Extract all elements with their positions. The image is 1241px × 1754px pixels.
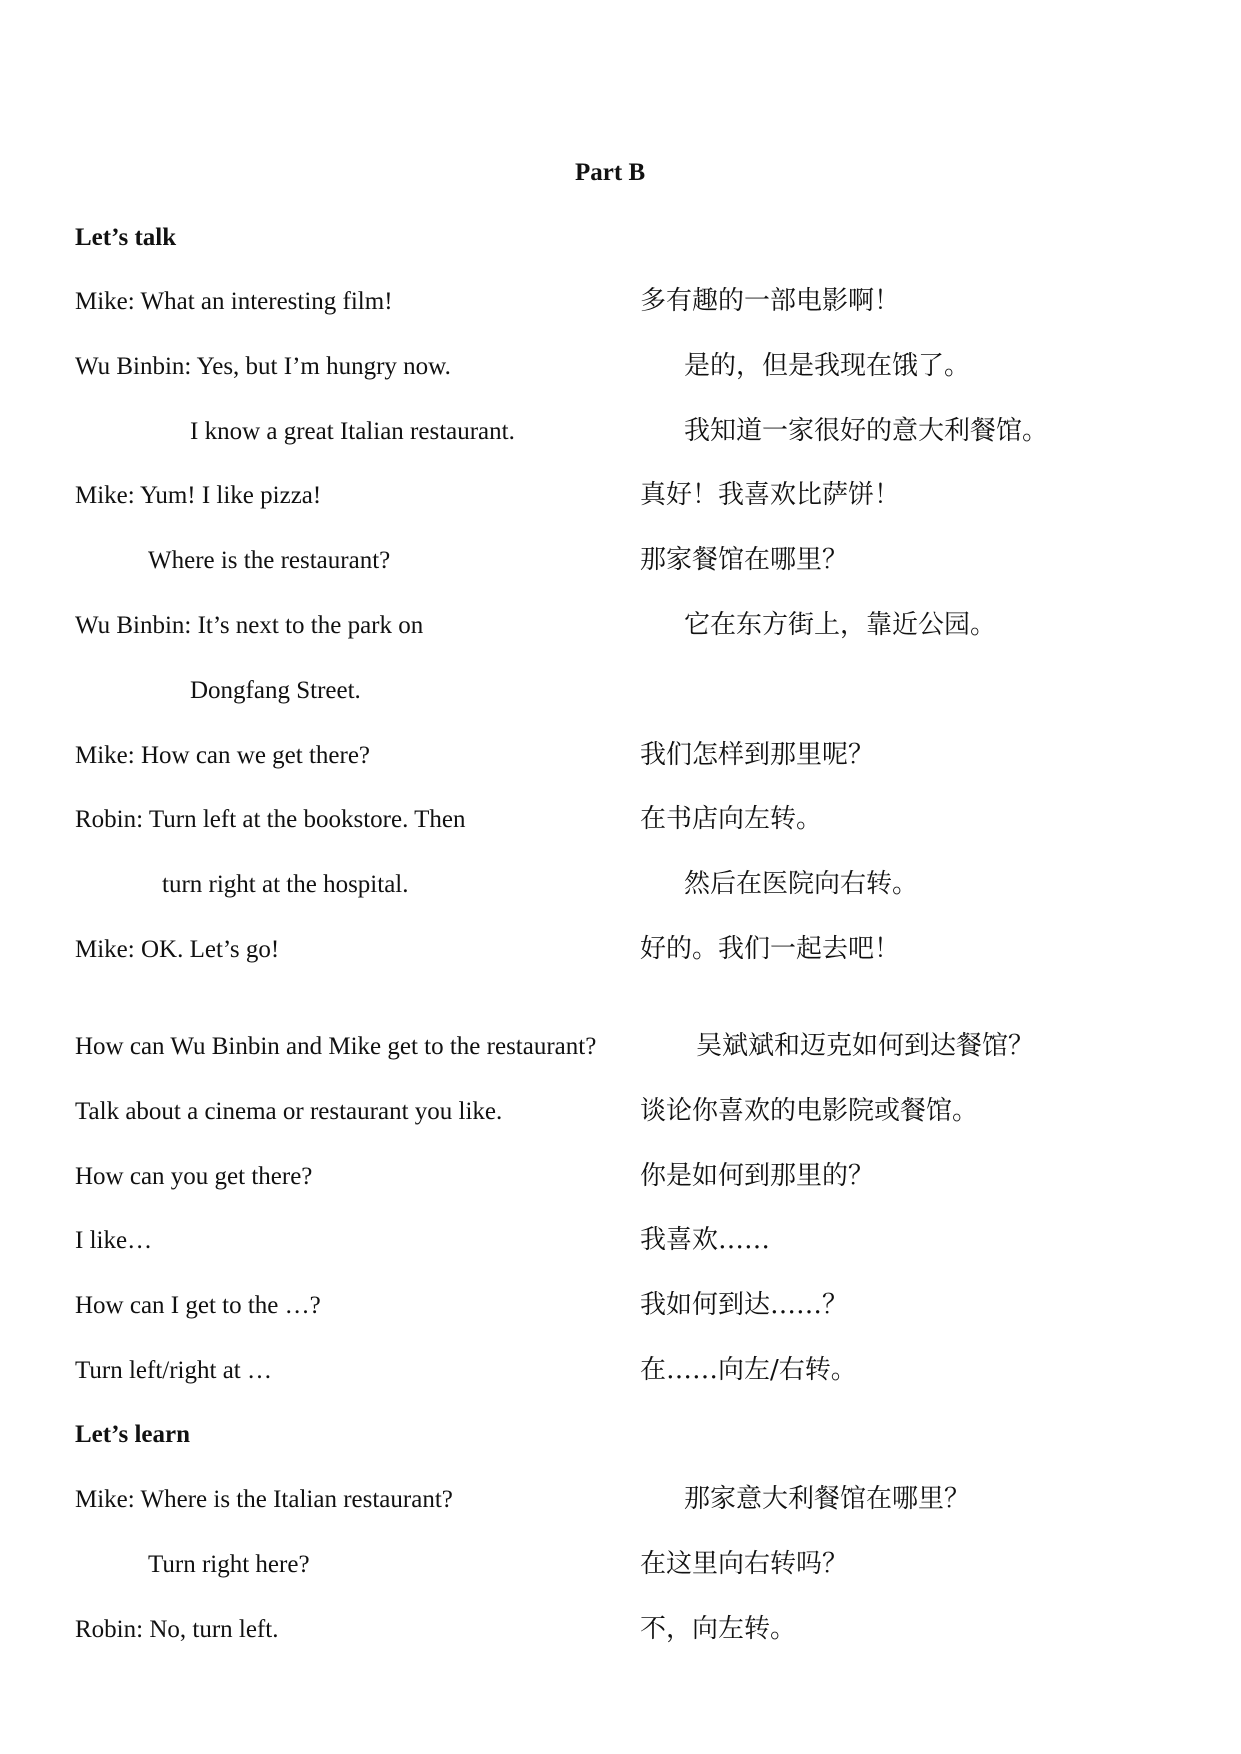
talk-line-en: Wu Binbin: Yes, but I’m hungry now. bbox=[75, 353, 451, 380]
talk-line-zh: 多有趣的一部电影啊！ bbox=[640, 286, 901, 316]
talk-line-zh: 好的。我们一起去吧！ bbox=[640, 934, 901, 964]
talk-line-zh: 然后在医院向右转。 bbox=[684, 869, 919, 899]
talk-line-en: Mike: Yum! I like pizza! bbox=[75, 482, 322, 509]
learn-line-zh: 不，向左转。 bbox=[640, 1614, 797, 1644]
practice-line-zh: 吴斌斌和迈克如何到达餐馆？ bbox=[696, 1031, 1035, 1061]
learn-line-zh: 那家意大利餐馆在哪里？ bbox=[684, 1484, 971, 1514]
practice-line-zh: 我喜欢…… bbox=[640, 1225, 771, 1255]
practice-line-en: How can I get to the …? bbox=[75, 1292, 321, 1319]
talk-line-en: Mike: What an interesting film! bbox=[75, 288, 393, 315]
talk-line-zh: 在书店向左转。 bbox=[640, 804, 823, 834]
practice-line-zh: 我如何到达……？ bbox=[640, 1290, 849, 1320]
talk-line-zh: 是的，但是我现在饿了。 bbox=[684, 351, 971, 381]
talk-line-en: Mike: How can we get there? bbox=[75, 742, 371, 769]
talk-line-en: Where is the restaurant? bbox=[148, 547, 391, 574]
talk-line-en: Dongfang Street. bbox=[190, 677, 361, 704]
page-title: Part B bbox=[575, 159, 646, 186]
talk-line-en: Wu Binbin: It’s next to the park on bbox=[75, 612, 424, 639]
section-heading-talk: Let’s talk bbox=[75, 224, 177, 251]
practice-line-en: How can Wu Binbin and Mike get to the restaurant? bbox=[75, 1033, 597, 1060]
practice-line-zh: 谈论你喜欢的电影院或餐馆。 bbox=[640, 1096, 979, 1126]
talk-line-en: turn right at the hospital. bbox=[162, 871, 409, 898]
talk-line-en: Mike: OK. Let’s go! bbox=[75, 936, 280, 963]
talk-line-en: I know a great Italian restaurant. bbox=[190, 418, 515, 445]
learn-line-zh: 在这里向右转吗？ bbox=[640, 1549, 849, 1579]
learn-line-en: Mike: Where is the Italian restaurant? bbox=[75, 1486, 453, 1513]
talk-line-zh: 真好！我喜欢比萨饼！ bbox=[640, 480, 901, 510]
learn-line-en: Turn right here? bbox=[148, 1551, 310, 1578]
practice-line-en: How can you get there? bbox=[75, 1163, 313, 1190]
learn-line-en: Robin: No, turn left. bbox=[75, 1616, 279, 1643]
practice-line-en: Turn left/right at … bbox=[75, 1357, 272, 1384]
talk-line-zh: 那家餐馆在哪里？ bbox=[640, 545, 849, 575]
talk-line-zh: 我们怎样到那里呢？ bbox=[640, 740, 875, 770]
section-heading-learn: Let’s learn bbox=[75, 1421, 191, 1448]
talk-line-zh: 我知道一家很好的意大利餐馆。 bbox=[684, 416, 1049, 446]
practice-line-en: I like… bbox=[75, 1227, 153, 1254]
practice-line-zh: 在……向左/右转。 bbox=[640, 1355, 857, 1385]
practice-line-zh: 你是如何到那里的？ bbox=[640, 1161, 875, 1191]
talk-line-zh: 它在东方街上，靠近公园。 bbox=[684, 610, 997, 640]
talk-line-en: Robin: Turn left at the bookstore. Then bbox=[75, 806, 466, 833]
practice-line-en: Talk about a cinema or restaurant you like. bbox=[75, 1098, 503, 1125]
